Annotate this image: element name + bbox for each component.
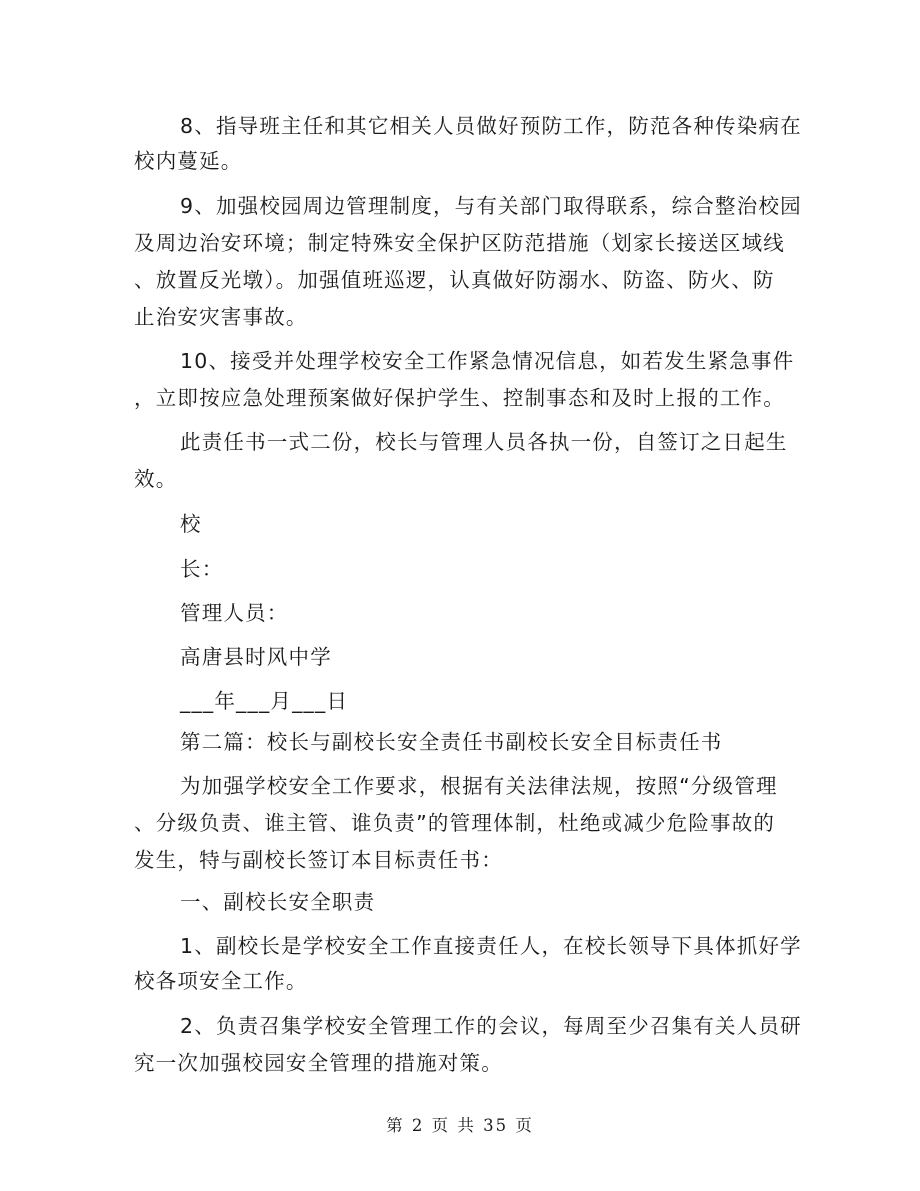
paragraph-9-line-1: 9、加强校园周边管理制度，与有关部门取得联系，综合整治校园 [180,194,802,218]
section-heading: 第二篇：校长与副校长安全责任书副校长安全目标责任书 [180,730,723,754]
paragraph-9-line-4: 止治安灾害事故。 [134,305,308,329]
intro-line-3: 发生，特与副校长签订本目标责任书： [134,848,503,872]
paragraph-9-line-2: 及周边治安环境；制定特殊安全保护区防范措施（划家长接送区域线 [134,231,785,255]
date-line: ___年___月___日 [180,689,349,713]
paragraph-8-line-2: 校内蔓延。 [134,149,243,173]
closing-line-2: 效。 [134,467,178,491]
paragraph-10-line-1: 10、接受并处理学校安全工作紧急情况信息，如若发生紧急事件 [180,349,795,373]
paragraph-9-line-3: 、放置反光墩）。加强值班巡逻，认真做好防溺水、防盗、防火、防 [134,268,775,292]
paragraph-8-line-1: 8、指导班主任和其它相关人员做好预防工作，防范各种传染病在 [180,114,802,138]
school-name: 高唐县时风中学 [180,645,332,669]
duty-heading: 一、副校长安全职责 [180,890,376,914]
closing-line-1: 此责任书一式二份，校长与管理人员各执一份，自签订之日起生 [180,430,788,454]
duty-1-line-1: 1、副校长是学校安全工作直接责任人，在校长领导下具体抓好学 [180,934,802,958]
paragraph-10-line-2: ，立即按应急处理预案做好保护学生、控制事态和及时上报的工作。 [134,386,785,410]
signature-manager: 管理人员： [180,601,289,625]
page-footer: 第 2 页 共 35 页 [386,1116,534,1135]
duty-1-line-2: 校各项安全工作。 [134,969,308,993]
intro-line-2: 、分级负责、谁主管、谁负责”的管理体制，杜绝或减少危险事故的 [134,811,776,835]
signature-principal-1: 校 [180,512,202,536]
duty-2-line-1: 2、负责召集学校安全管理工作的会议，每周至少召集有关人员研 [180,1014,802,1038]
signature-principal-2: 长： [180,557,224,581]
duty-2-line-2: 究一次加强校园安全管理的措施对策。 [134,1051,503,1075]
intro-line-1: 为加强学校安全工作要求，根据有关法律法规，按照“分级管理 [180,774,778,798]
